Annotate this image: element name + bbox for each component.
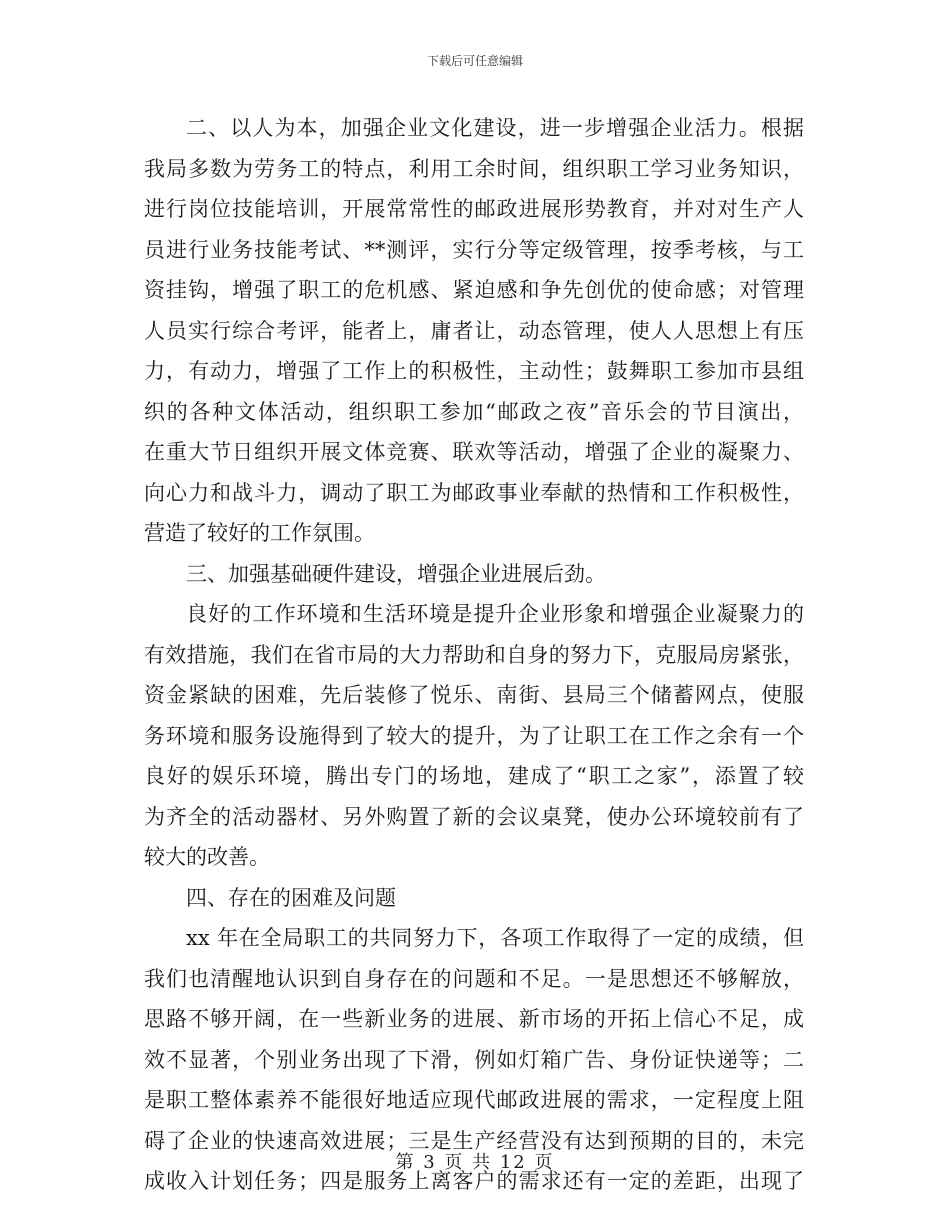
text-line: 二、以人为本，加强企业文化建设，进一步增强企业活力。根据 — [186, 116, 804, 140]
text-line: 是职工整体素养不能很好地适应现代邮政进展的需求，一定程度上阻 — [144, 1088, 804, 1112]
text-line: 良好的工作环境和生活环境是提升企业形象和增强企业凝聚力的 — [186, 602, 804, 626]
page-header: 下载后可任意编辑 — [426, 54, 523, 68]
text-line: 营造了较好的工作氛围。 — [144, 521, 375, 545]
text-line: 资挂钩，增强了职工的危机感、紧迫感和争先创优的使命感；对管理 — [144, 278, 804, 302]
text-line: 我们也清醒地认识到自身存在的问题和不足。一是思想还不够解放， — [144, 966, 804, 991]
text-line: 向心力和战斗力，调动了职工为邮政事业奉献的热情和工作积极性， — [144, 480, 804, 505]
text-line: 为齐全的活动器材、另外购置了新的会议桌凳，使办公环境较前有了 — [144, 804, 804, 829]
text-line: 我局多数为劳务工的特点，利用工余时间，组织职工学习业务知识， — [144, 156, 804, 181]
text-line: 碍了企业的快速高效进展；三是生产经营没有达到预期的目的，未完 — [144, 1128, 804, 1153]
text-line: 员进行业务技能考试、**测评，实行分等定级管理，按季考核，与工 — [144, 237, 804, 262]
text-line: 务环境和服务设施得到了较大的提升，为了让职工在工作之余有一个 — [144, 723, 804, 748]
text-line: 成收入计划任务；四是服务上离客户的需求还有一定的差距，出现了 — [144, 1169, 804, 1193]
text-line: 较大的改善。 — [144, 845, 270, 869]
text-line: 良好的娱乐环境，腾出专门的场地，建成了“职工之家”，添置了较 — [144, 764, 804, 788]
text-line: xx 年在全局职工的共同努力下，各项工作取得了一定的成绩，但 — [186, 926, 804, 950]
text-line: 资金紧缺的困难，先后装修了悦乐、南街、县局三个储蓄网点，使服 — [144, 683, 804, 707]
text-line: 效不显著，个别业务出现了下滑，例如灯箱广告、身份证快递等；二 — [144, 1047, 804, 1072]
text-line: 三、加强基础硬件建设，增强企业进展后劲。 — [186, 561, 606, 586]
text-line: 进行岗位技能培训，开展常常性的邮政进展形势教育，并对对生产人 — [144, 197, 804, 221]
text-line: 织的各种文体活动，组织职工参加“邮政之夜”音乐会的节目演出， — [144, 399, 804, 424]
text-line: 在重大节日组织开展文体竞赛、联欢等活动，增强了企业的凝聚力、 — [144, 440, 804, 464]
text-line: 思路不够开阔，在一些新业务的进展、新市场的开拓上信心不足，成 — [144, 1007, 804, 1031]
text-line: 有效措施，我们在省市局的大力帮助和自身的努力下，克服局房紧张， — [144, 642, 804, 667]
text-line: 四、存在的困难及问题 — [186, 885, 396, 910]
text-line: 人员实行综合考评，能者上，庸者让，动态管理，使人人思想上有压 — [144, 318, 804, 343]
document-body — [144, 108, 804, 1202]
text-line: 力，有动力，增强了工作上的积极性，主动性；鼓舞职工参加市县组 — [144, 359, 804, 383]
page-footer: 第 3 页 共 12 页 — [395, 1152, 555, 1173]
